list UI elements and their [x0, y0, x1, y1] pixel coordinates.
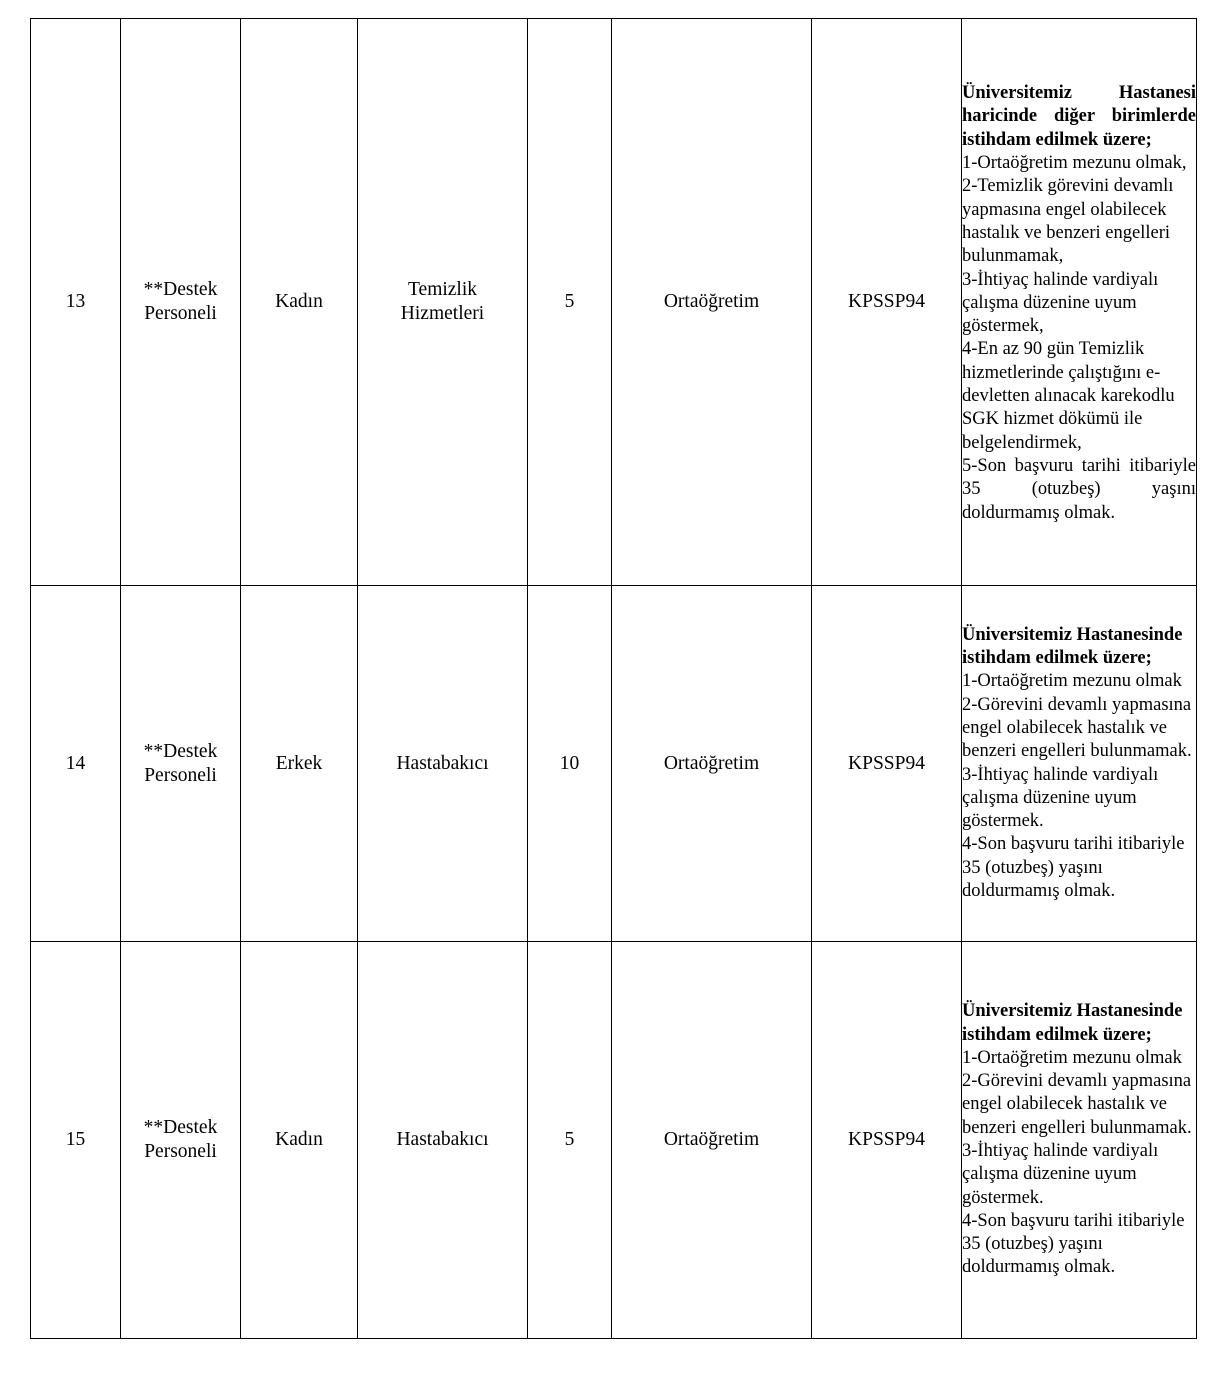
gender-value: Kadın	[275, 1129, 323, 1151]
education-cell	[612, 942, 812, 1339]
row-number-cell	[31, 942, 121, 1339]
kpss-cell	[812, 586, 962, 942]
condition-item: 3-İhtiyaç halinde vardiyalı çalışma düzenine uyum göstermek.	[962, 1141, 1159, 1208]
condition-item: 1-Ortaöğretim mezunu olmak,	[962, 153, 1187, 174]
conditions-heading: Üniversitemiz Hastanesi haricinde diğer birimlerde istihdam edilmek üzere;	[962, 83, 1196, 150]
count-cell	[528, 942, 612, 1339]
condition-item: 1-Ortaöğretim mezunu olmak	[962, 1047, 1182, 1068]
gender-cell	[241, 586, 358, 942]
gender-cell	[241, 19, 358, 586]
table-row	[31, 19, 1197, 586]
unit-cell	[358, 942, 528, 1339]
condition-item: 2-Görevini devamlı yapmasına engel olabilecek hastalık ve benzeri engelleri bulunmamak.	[962, 694, 1192, 762]
gender-cell	[241, 942, 358, 1339]
row-number: 13	[65, 291, 86, 313]
count-cell	[528, 586, 612, 942]
position-title-line1: **Destek	[143, 740, 218, 762]
condition-item: 5-Son başvuru tarihi itibariyle 35 (otuzbeş) yaşını doldurmamış olmak.	[962, 455, 1196, 523]
conditions-heading: Üniversitemiz Hastanesinde istihdam edilmek üzere;	[962, 624, 1183, 669]
unit-line2: Hizmetleri	[400, 303, 485, 324]
condition-item: 2-Görevini devamlı yapmasına engel olabilecek hastalık ve benzeri engelleri bulunmamak.	[962, 1071, 1192, 1138]
row-number: 14	[65, 752, 86, 774]
kpss-value: KPSSP94	[848, 291, 925, 313]
count-value: 5	[564, 291, 575, 313]
education-cell	[612, 19, 812, 586]
kpss-cell	[812, 19, 962, 586]
kpss-value: KPSSP94	[848, 1129, 925, 1151]
count-value: 5	[564, 1129, 575, 1151]
table-row	[31, 942, 1197, 1339]
condition-item: 2-Temizlik görevini devamlı yapmasına engel olabilecek hastalık ve benzeri engelleri bulunmamak,	[962, 176, 1174, 267]
kpss-value: KPSSP94	[848, 752, 925, 774]
unit-line1: Temizlik	[407, 279, 478, 301]
position-title-line1: **Destek	[143, 1117, 218, 1139]
unit-cell	[358, 586, 528, 942]
conditions-cell	[962, 19, 1197, 586]
row-number: 15	[65, 1129, 86, 1151]
conditions-cell	[962, 586, 1197, 942]
position-title-cell	[121, 19, 241, 586]
kpss-cell	[812, 942, 962, 1339]
condition-item: 1-Ortaöğretim mezunu olmak	[962, 671, 1182, 692]
position-title-line2: Personeli	[144, 1141, 217, 1162]
table-row	[31, 586, 1197, 942]
personnel-positions-table	[30, 18, 1197, 1339]
gender-value: Erkek	[275, 752, 323, 774]
condition-item: 4-En az 90 gün Temizlik hizmetlerinde çalıştığını e-devletten alınacak karekodlu SGK hizmet dökümü ile belgelendirmek,	[962, 339, 1175, 453]
unit-line1: Hastabakıcı	[396, 1129, 489, 1151]
education-cell	[612, 586, 812, 942]
gender-value: Kadın	[275, 291, 323, 313]
condition-item: 4-Son başvuru tarihi itibariyle 35 (otuzbeş) yaşını doldurmamış olmak.	[962, 834, 1185, 901]
row-number-cell	[31, 19, 121, 586]
row-number-cell	[31, 586, 121, 942]
position-title-cell	[121, 586, 241, 942]
condition-item: 3-İhtiyaç halinde vardiyalı çalışma düzenine uyum göstermek.	[962, 764, 1159, 832]
position-title-line2: Personeli	[144, 303, 217, 324]
position-title-line1: **Destek	[143, 279, 218, 301]
conditions-heading: Üniversitemiz Hastanesinde istihdam edilmek üzere;	[962, 1001, 1183, 1045]
conditions-cell	[962, 942, 1197, 1339]
count-cell	[528, 19, 612, 586]
condition-item: 4-Son başvuru tarihi itibariyle 35 (otuzbeş) yaşını doldurmamış olmak.	[962, 1210, 1185, 1278]
education-value: Ortaöğretim	[663, 752, 760, 774]
count-value: 10	[559, 752, 580, 774]
position-title-cell	[121, 942, 241, 1339]
condition-item: 3-İhtiyaç halinde vardiyalı çalışma düzenine uyum göstermek,	[962, 269, 1159, 337]
education-value: Ortaöğretim	[663, 1129, 760, 1151]
unit-line1: Hastabakıcı	[396, 752, 489, 774]
education-value: Ortaöğretim	[663, 291, 760, 313]
unit-cell	[358, 19, 528, 586]
position-title-line2: Personeli	[144, 764, 217, 786]
